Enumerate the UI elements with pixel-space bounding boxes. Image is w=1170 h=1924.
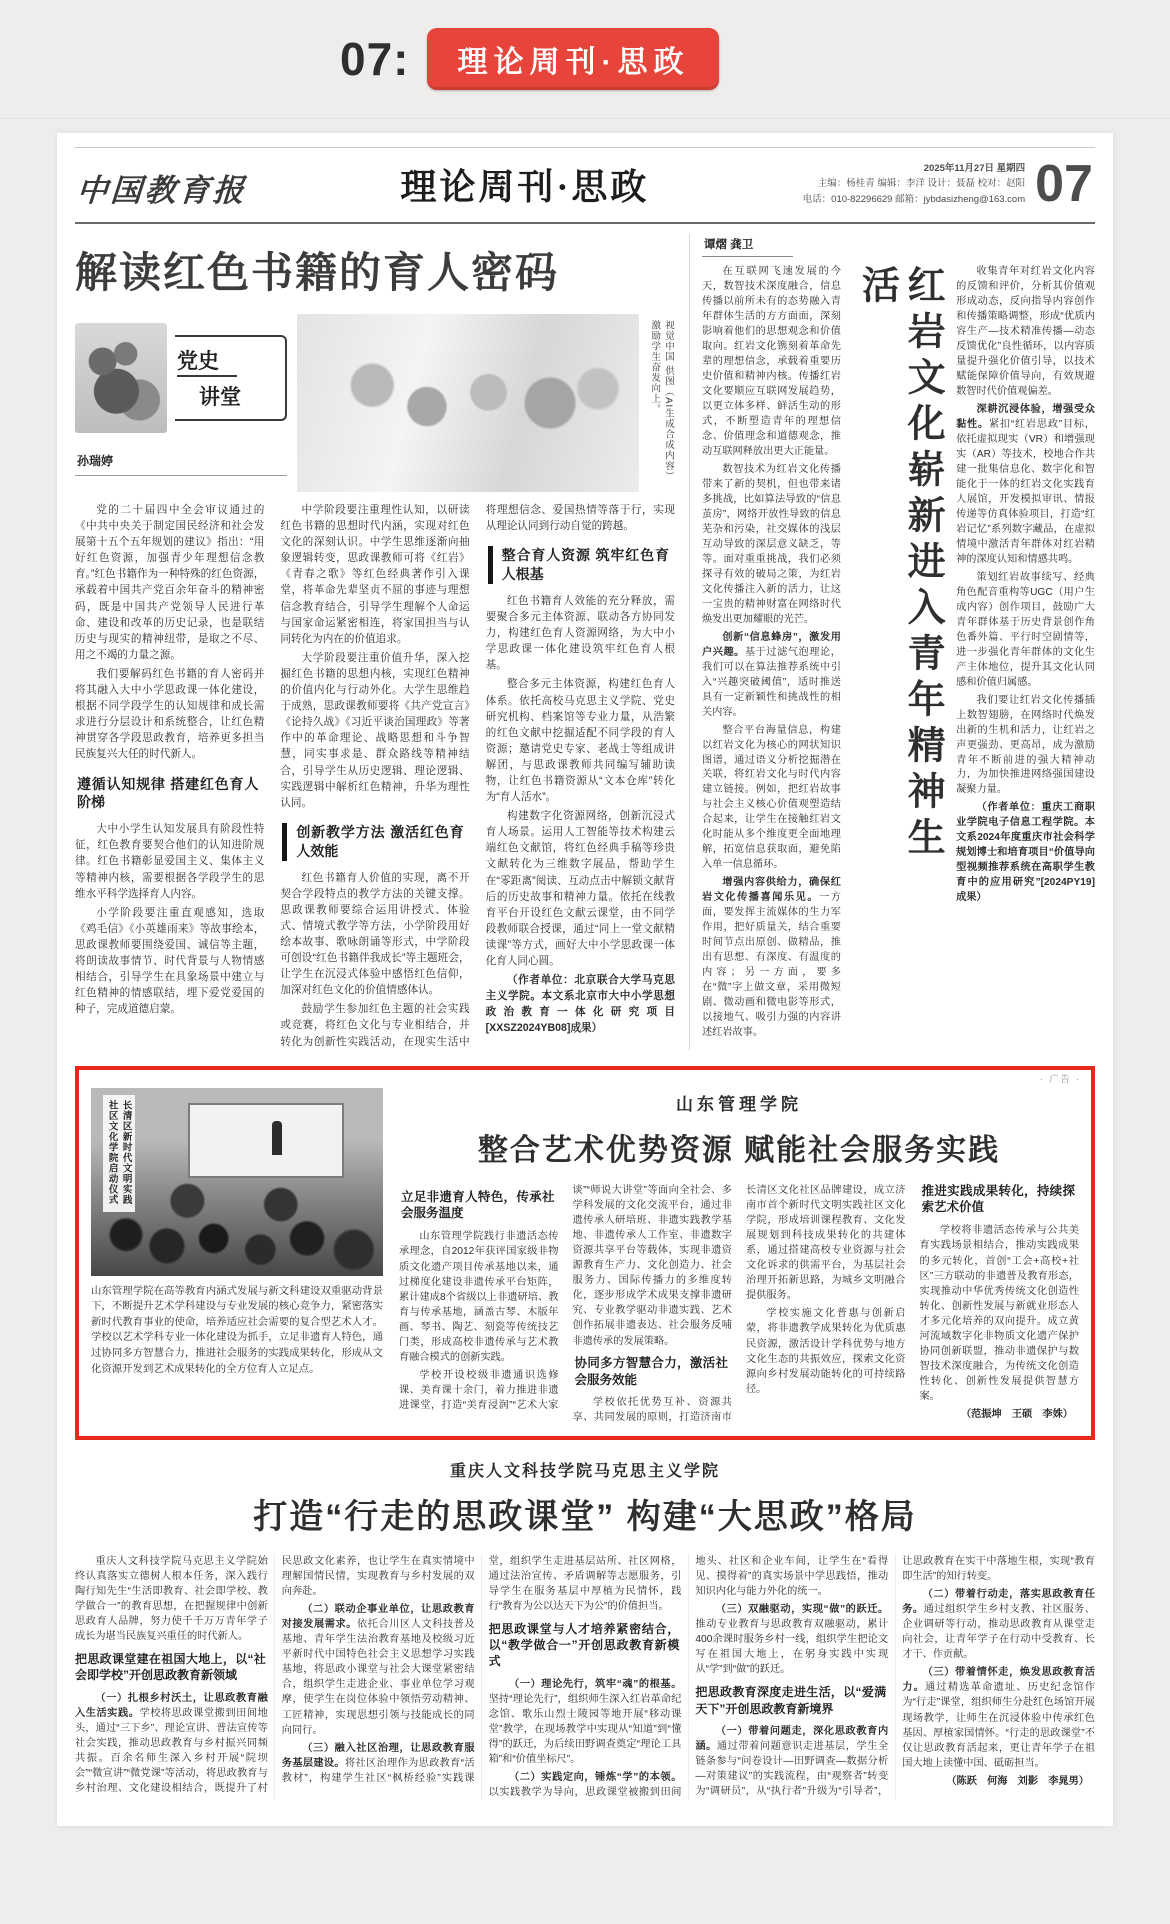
newspaper-logo: 中国教育报	[75, 173, 249, 208]
article2-byline: 谭熠 龚卫	[702, 234, 793, 257]
article-hongyan-culture	[689, 234, 1095, 1050]
ad-label: · 广告 ·	[1040, 1073, 1081, 1084]
paragraph: 学校依托优势互补、资源共享、共同发展的原则，打造济南市长清区文化社区品牌建设，成立济南市首个新时代文明实践社区文化学院，形成培训课程教育、文化发展规划到科技成果转化的共建体系，通过搭建高校专业资源与社会文化诉求的供需平台，为基层社会治理开拓新思路，为城乡文明融合提供服务。	[572, 1184, 906, 1424]
column-badge-dangshi-jiangtang	[75, 314, 287, 442]
paragraph: （二）带着行动走，落实思政教育任务。通过组织学生乡村支教、社区服务、企业调研等行动，推动思政教育从课堂走向社会，让青年学子在行动中受教育、长才干、作贡献。	[902, 1588, 1095, 1661]
paragraph: 我们要解码红色书籍的育人密码并将其融入大中小学思政课一体化建设，根据不同学段学生的认知规律和成长需求进行分层设计和系统整合，让红色精神贯穿各学段思政教育，培养更多担当民族复兴大任的时代新人。	[75, 667, 265, 761]
issue-date: 2025年11月27日 星期四	[923, 163, 1026, 175]
paragraph: 中学阶段要注重理性认知，以研读红色书籍的思想时代内涵，实现对红色文化的深刻认识。中学生思维逐渐向抽象逻辑转变，思政课教师可将《红岩》《青春之歌》等红色经典著作引入课堂，将革命先辈坚贞不屈的事迹与理想信念教育结合，引导学生理解个人命运与国家命运紧密相连，将家国担当与认同转化为内在的价值追求。	[280, 504, 470, 645]
paragraph: 大学阶段要注重价值升华，深入挖掘红色书籍的思想内核，实现红色精神的价值内化与行动外化。大学生思维趋于成熟，思政课教师要将《共产党宣言》《论持久战》《习近平谈治国理政》等著作中的革命理论、战略思想和斗争智慧，同实事求是、群众路线等精神结合，引导学生从历史逻辑、理论逻辑、实践逻辑中解析红色精神，升华为理性认同。	[280, 651, 470, 809]
paragraph: （二）联动企事业单位，让思政教育对接发展需求。依托合川区人文科技普及基地、青年学生法治教育基地及校级习近平新时代中国特色社会主义思想学习实践基地，将思政小课堂与社会大课堂紧密结合，组织学生走进企业、事业单位学习观摩，使学生在岗位体验中领悟劳动精神、工匠精神，实现思想引领与技能成长的同向同行。	[281, 1603, 475, 1736]
photo1-caption: 视觉中国 供图（AI生成合成内容）激励学生奋发向上。	[649, 320, 674, 482]
paragraph: 整合多元主体资源，构建红色育人体系。依托高校马克思主义学院、党史研究机构、档案馆等专业力量，从浩繁的红色文献中挖掘适配不同学段的育人资源；邀请党史专家、老战士等组成讲解团，与思政课教师共同编写辅助读物，让红色书籍资源从“文本仓库”转化为“育人活水”。	[485, 678, 675, 804]
article2-left-column	[702, 265, 841, 1044]
paragraph: 小学阶段要注重直观感知，选取《鸡毛信》《小英雄雨来》等故事绘本，思政课教师要围绕爱国、诚信等主题，将朗读故事情节、时代背景与人物情感相结合，引导学生在具象场景中建立与红色精神的情感联结，埋下爱党爱国的种子，完成道德启蒙。	[75, 906, 265, 1016]
masthead	[75, 148, 1095, 218]
paragraph: （三）融入社区治理，让思政教育服务基层建设。将社区治理作为思政教育“活教材”，构建学生社区“枫桥经验”实践课堂，组织学生走进基层站所、社区网格，通过法治宣传、矛盾调解等志愿服务，引导学生在服务基层中厚植为民情怀，践行“教育为公以达天下为公”的价值担当。	[281, 1555, 682, 1784]
paragraph: （三）双融驱动，实现“做”的跃迁。推动专业教育与思政教育双融驱动，累计400余课时服务乡村一线，组织学生把论文写在祖国大地上，在躬身实践中实现从“学”到“做”的跃迁。	[695, 1603, 889, 1676]
ceremony-photo	[91, 1088, 383, 1276]
speaker-figure	[272, 1121, 282, 1155]
paragraph: 山东管理学院践行非遗活态传承理念，自2012年获评国家级非物质文化遗产项目传承基地以来，通过梯度化建设非遗传承平台矩阵，累计建成8个省级以上非遗研培、教育与传承基地，涵盖古琴、木版年画、琴书、陶艺、刻瓷等传统技艺门类，形成高校非遗传承与艺术教育融合模式的创新实践。	[399, 1231, 559, 1364]
advertorial-body	[399, 1183, 1079, 1426]
author-credit: （作者单位：北京联合大学马克思主义学院。本文系北京市大中小学思想政治教育一体化研究项目[XXSZ2024YB08]成果）	[485, 974, 675, 1035]
advertorial-shandong-box	[75, 1066, 1095, 1440]
section-title: 理论周刊·思政	[400, 167, 650, 207]
paragraph: 大中小学生认知发展具有阶段性特征，红色教育要契合他们的认知进阶规律。红色书籍彰显爱国主义、集体主义等精神内核，需要根据各学段学生的思维水平科学选择育人内容。	[75, 823, 265, 900]
article-red-books	[75, 234, 675, 1050]
author-credit: （作者单位：重庆工商职业学院电子信息工程学院。本文系2024年度重庆市社会科学规划博士和培育项目“价值导向型视频推荐系统在高职学生教育中的应用研究”[2024PY19]成果）	[956, 802, 1095, 904]
paragraph: 整合平台海量信息，构建以红岩文化为核心的网状知识图谱，通过语义分析挖掘潜在关联，将红岩文化与时代内容建立链接。例如，把红岩故事与社会主义核心价值观塑造结合起来，让学生在接触红岩文化时能从多个维度更全面地理解，拓宽信息获取面，避免陷入单一信息循环。	[702, 724, 841, 871]
ceremony-photo-caption: 长清区新时代文明实践社区文化学院启动仪式	[103, 1095, 135, 1212]
paragraph: 党的二十届四中全会审议通过的《中共中央关于制定国民经济和社会发展第十五个五年规划的建议》指出：“用好红色资源，加强青少年理想信念教育。”红色书籍作为一种特殊的红色资源，承载着中国共产党百余年奋斗的精神密码，既是中国共产党领导人民进行革命、建设和改革的历史记录，也是联结历史与现实的精神纽带，是取之不尽、用之不竭的力量之源。	[75, 504, 265, 661]
paragraph: （三）带着情怀走，焕发思政教育活力。通过精选革命遗址、历史纪念馆作为“行走”课堂，组织师生分赴红色场馆开展现场教学，让师生在沉浸体验中传承红色基因、厚植家国情怀。“行走的思政课堂”不仅让思政教育活起来，更让青年学子在祖国大地上读懂中国、砥砺担当。	[902, 1667, 1095, 1769]
article1-headline: 解读红色书籍的育人密码	[75, 249, 560, 296]
children-running-photo	[297, 314, 639, 492]
soldiers-illustration	[75, 323, 167, 433]
advertorial-headline: 整合艺术优势资源 赋能社会服务实践	[477, 1133, 1001, 1167]
article1-byline: 孙瑞婷	[77, 454, 114, 468]
paragraph: （一）理论先行，筑牢“魂”的根基。坚持“理论先行”，组织师生深入红岩革命纪念馆、歌乐山烈士陵园等地开展“移动课堂”教学，在现场教学中实现从“知道”到“懂得”的跃迁，为后续田野调查奠定“理论工具箱”和“价值坐标尺”。	[488, 1678, 682, 1765]
contact-line: 电话：010-82296629 邮箱：jybdasizheng@163.com	[802, 193, 1026, 205]
subhead: 遵循认知规律 搭建红色育人阶梯	[77, 775, 259, 811]
paragraph: 红色书籍育人价值的实现，离不开契合学段特点的教学方法的关键支撑。思政课教师要综合运用讲授式、体验式、情境式教学等方法，小学阶段用好绘本故事、歌咏朗诵等形式，中学阶段可创设“红色书籍伴我成长”等主题班会，让学生在沉浸式体验中感悟红色信仰，加深对红色文化的价值情感体认。	[280, 871, 470, 997]
paragraph: 学校实施文化普惠与创新启蒙，将非遗教学成果转化为优质惠民资源，激活设计学科优势与地方文化生态的共振效应，探索文化资源向乡村发展动能转化的可持续路径。	[746, 1308, 906, 1395]
paragraph: 数智技术为红岩文化传播带来了新的契机，但也带来诸多挑战，比如算法导致的“信息茧房”，网络开放性导致的信息芜杂和污染，社交媒体的浅层互动导致的深层意义缺乏，等等。面对重重挑战，我们必须探寻有效的破局之策，为红岩文化传播注入新的活力，让这一宝贵的精神财富在网络时代焕发出更加耀眼的光芒。	[702, 463, 841, 625]
subhead: 协同多方智慧合力，激活社会服务效能	[574, 1355, 728, 1387]
paragraph: 策划红岩故事续写、经典角色配音重构等UGC（用户生成内容）创作项目，鼓励广大青年群体基于历史背景创作角色番外篇、平行时空剧情等，进一步强化青年群体的文化生产主体地位，提升其文化认同感和价值归属感。	[956, 571, 1095, 688]
byline-rule	[75, 475, 287, 476]
advertorial-kicker: 山东管理学院	[676, 1094, 802, 1114]
subhead: 把思政课堂建在祖国大地上，以“社会即学校”开创思政教育新领域	[75, 1652, 266, 1683]
subhead: 整合育人资源 筑牢红色育人根基	[488, 546, 669, 584]
banner-section-badge: 理论周刊·思政	[427, 28, 719, 90]
projection-screen	[190, 1105, 342, 1176]
staff-line: 主编：杨桂青 编辑：李洋 设计：聂磊 校对：赵阳	[817, 178, 1026, 190]
article4-body	[75, 1554, 1095, 1801]
banner-page-number: 07:	[340, 33, 410, 85]
subhead: 把思政教育深度走进生活，以“爱满天下”开创思政教育新境界	[695, 1685, 887, 1716]
masthead-info-block	[802, 155, 1093, 213]
paragraph: （一）带着问题走，深化思政教育内涵。通过带着问题意识走进基层，学生全链条参与“问卷设计—田野调查—数据分析—对策建议”的实践流程，由“观察者”转变为“调研员”，从“执行者”升级为“引导者”，让思政教育在实干中落地生根，实现“教育即生活”的知行转变。	[695, 1555, 1095, 1798]
author-names: （范振坤 王硕 李姝）	[960, 1409, 1073, 1421]
article4-headline: 打造“行走的思政课堂” 构建“大思政”格局	[253, 1497, 917, 1536]
top-banner	[0, 0, 1170, 119]
paragraph: 在互联网飞速发展的今天，数智技术深度融合，信息传播以前所未有的态势融入青年群体生活的方方面面，深刻影响着他们的思想观念和价值取向。红岩文化镌刻着革命先辈的理想信念，承载着重要历史价值和精神内核。传播红岩文化要顺应互联网发展趋势，以更立体多样、鲜活生动的形式，不断塑造青年的理想信念、价值理念和道德观念，推动互联网释放出更大正能量。	[702, 266, 841, 457]
paragraph: 创新“信息蜂房”，激发用户兴趣。基于过滤气泡理论，我们可以在算法推荐系统中引入“兴趣突破阈值”，适时推送具有一定新颖性和挑战性的相关内容。	[702, 631, 841, 718]
subhead: 创新教学方法 激活红色育人效能	[282, 823, 463, 861]
paragraph: 红色书籍育人效能的充分释放，需要聚合多元主体资源、联动各方协同发力，构建红色育人资源网络，为大中小学思政课一体化建设筑牢红色育人根基。	[485, 594, 675, 672]
paragraph: 增强内容供给力，确保红岩文化传播喜闻乐见。一方面，要发挥主流媒体的生力军作用，把好质量关，结合重要时间节点出原创、做精品，推出有思想、有深度、有温度的内容；另一方面，要多在“微”字上做文章，采用微短剧、微动画和微电影等形式，以接地气、吸引力强的内容讲述红岩故事。	[702, 877, 841, 1039]
paragraph: 我们要让红岩文化传播插上数智翅膀，在网络时代焕发出新的生机和活力，让红岩之声更强劲、更高昂，成为激励青年不断前进的强大精神动力，为加快推进网络强国建设凝聚力量。	[956, 694, 1095, 796]
paragraph: （一）扎根乡村沃土，让思政教育融入生活实践。学校将思政课堂搬到田间地头，通过“三下乡”、理论宣讲、普法宣传等社会实践，推动思政教育与乡村振兴同频共振。百余名师生深入乡村开展“院坝会”“微宣讲”“微党课”等活动，将思政教育与乡村治理、文化建设相结合，既提升了村民思政文化素养，也让学生在真实情境中理解国情民情，实现教育与乡村发展的双向奔赴。	[75, 1555, 475, 1795]
paragraph: 深耕沉浸体验，增强受众黏性。紧扣“红岩思政”目标，依托虚拟现实（VR）和增强现实（AR）等技术，校地合作共建一批集信息化、数字化和智能化于一体的红岩文化实践育人展馆，开发模拟审讯、情报传递等仿真体验项目，打造“红岩记忆”系列数字藏品，在虚拟情境中激活青年群体对红岩精神的深度认知和情感共鸣。	[956, 403, 1095, 565]
subhead: 立足非遗育人特色，传承社会服务温度	[401, 1189, 555, 1221]
paragraph: 收集青年对红岩文化内容的反馈和评价，分析其价值观形成动态，反向指导内容创作和传播策略调整，形成“优质内容生产—技术精准传播—动态反馈优化”良性循环，以内容质量提升强化价值引导，以技术赋能保障价值导向，有效规避数智时代价值观偏差。	[956, 266, 1095, 397]
paragraph: （二）实践定向，锤炼“学”的本领。以实践教学为导向，思政课堂被搬到田间地头、社区和企业车间，让学生在“看得见、摸得着”的真实场景中学思践悟，推动知识内化与能力外化的统一。	[488, 1555, 889, 1799]
badge-line2: 讲堂	[199, 386, 241, 409]
article1-body	[75, 502, 675, 1050]
paragraph: 重庆人文科技学院马克思主义学院始终认真落实立德树人根本任务，深入践行陶行知先生“生活即教育、社会即学校、教学做合一”的教育思想，在把握规律中创新思政育人品牌，努力使千千万万青年学子成长为堪当民族复兴重任的时代新人。	[75, 1555, 268, 1643]
paragraph: 学校开设校级非遗通识选修课、美育课十余门，着力推进非遗进课堂，打造“美育浸润”“艺术大家谈”“师说大讲堂”等面向全社会、多学科发展的文化交流平台，通过非遗传承人研培班、非遗实践教学基地、非遗传承人工作室、非遗数字资源共享平台等载体，实现非遗资源教育生产力、文化创造力、社会服务力、国际传播力的多维度转化，逐步形成学术成果支撑非遗研究、专业教学驱动非遗实践、艺术创作拓展非遗表达、社会服务反哺非遗传承的发展策略。	[399, 1184, 732, 1412]
author-names: （陈跃 何海 刘影 李晁男）	[946, 1775, 1089, 1787]
paragraph: 构建数字化资源网络，创新沉浸式育人场景。运用人工智能等技术构建云端红色文献馆，将红色经典手稿等珍贵文献转化为三维数字展品，帮助学生在“零距离”阅读、互动点击中解锁文献背后的历史故事和精神力量。依托在线教育平台开设红色文献云课堂，由不同学段教师联合授课，通过“同上一堂文献精读课”等方式，画好大中小学思政课一体化育人同心圆。	[485, 810, 675, 968]
article4-kicker: 重庆人文科技学院马克思主义学院	[449, 1462, 720, 1480]
subhead: 把思政课堂与人才培养紧密结合，以“教学做合一”开创思政教育新模式	[488, 1621, 680, 1669]
subhead: 推进实践成果转化，持续探索艺术价值	[921, 1183, 1075, 1215]
paragraph: 学校将非遗活态传承与公共美育实践场景相结合，推动实践成果的多元转化，首创“工会+高校+社区”三方联动的非遗普及教育形态，实现推动中华优秀传统文化创造性转化、创新性发展与新就业形态人才多元化培养的双向提升。成立黄河流域数字化非物质文化遗产保护协同创新联盟，推动非遗保护与数智技术深度融合，为传统文化创造性转化、创新性发展提供智慧方案。	[919, 1225, 1079, 1403]
newspaper-page	[57, 133, 1113, 1826]
paragraph: 鼓励学生参加红色主题的社会实践或竞赛，将红色文化与专业相结合，并转化为创新性实践活动，在现实生活中将理想信念、爱国热情等落于行，实现从理论认同到行动自觉的跨越。	[280, 504, 675, 1048]
article-xingzou-sizheng	[75, 1458, 1095, 1801]
badge-line1: 党史	[177, 345, 237, 377]
masthead-bottom-rule	[75, 222, 1095, 224]
article2-right-column	[956, 265, 1095, 1044]
advertorial-intro: 山东管理学院在高等教育内涵式发展与新文科建设双重驱动背景下，不断提升艺术学科建设与专业发展的核心竞争力，紧密落实新时代教育事业的使命，培养适应社会需要的复合型艺术人才。学校以艺术学科专业一体化建设为抓手，立足非遗育人特色，通过协同多方智慧合力，推进社会服务的实践成果转化，形成从文化资源开发到艺术成果转化的全方位育人立足点。	[91, 1285, 383, 1375]
article2-vertical-headline: 红岩文化崭新进入青年精神生活	[855, 265, 944, 863]
page-number: 07	[1035, 155, 1093, 213]
